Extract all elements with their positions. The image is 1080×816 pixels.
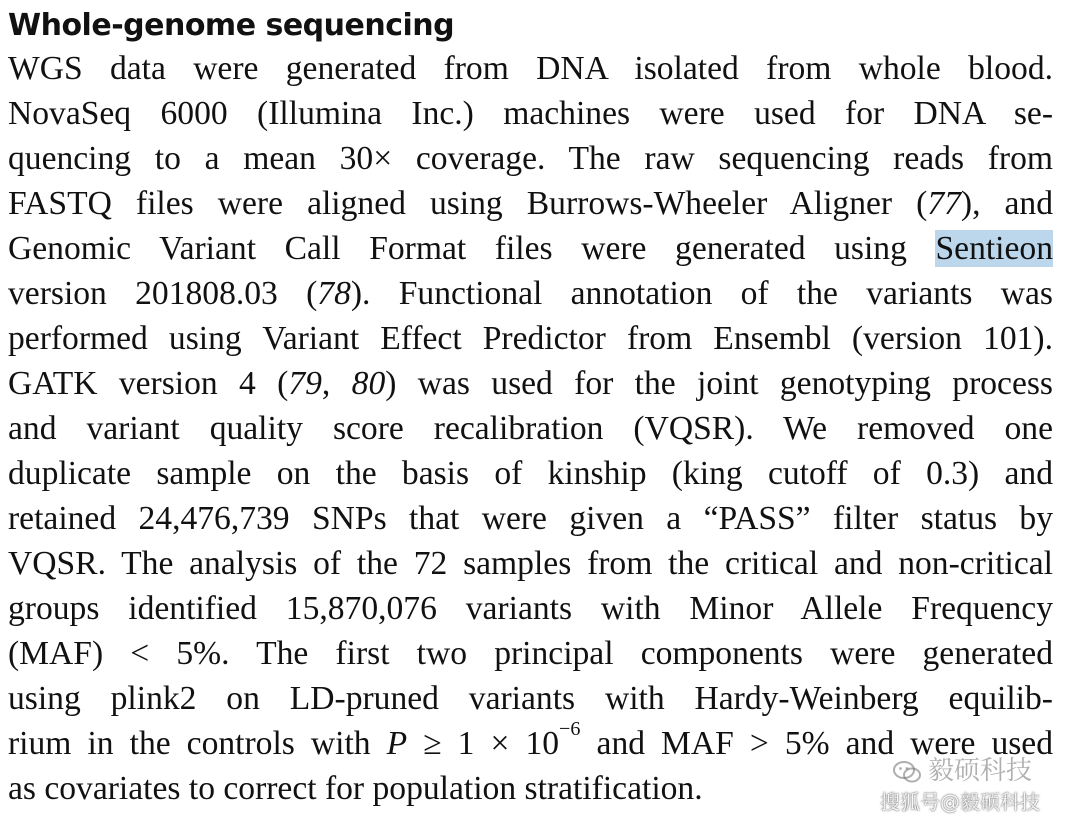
body-line: VQSR. The analysis of the 72 samples from the critical and non-critical: [8, 545, 1053, 582]
body-line: quencing to a mean 30× coverage. The raw sequencing reads from: [8, 140, 1053, 177]
line-text: FASTQ files were aligned using Burrows-Wheeler Aligner (: [8, 185, 928, 222]
watermark-logo-text: 毅硕科技: [928, 756, 1033, 786]
citation-ref[interactable]: 77: [927, 185, 961, 222]
body-line: [8, 361, 1053, 406]
body-line: NovaSeq 6000 (Illumina Inc.) machines were used for DNA se-: [8, 95, 1053, 132]
line-text: version 201808.03 (: [8, 275, 318, 312]
body-line: WGS data were generated from DNA isolated from whole blood.: [8, 50, 1053, 87]
line-text: ). Functional annotation of the variants was: [350, 275, 1053, 312]
line-text: ) was used for the joint genotyping process: [385, 365, 1053, 402]
citation-ref[interactable]: 79: [288, 365, 322, 402]
body-line: [8, 181, 1053, 226]
citation-ref[interactable]: 80: [351, 365, 386, 402]
body-line: performed using Variant Effect Predictor from Ensembl (version 101).: [8, 320, 1053, 357]
wechat-icon: [892, 759, 922, 785]
line-text: ,: [321, 365, 352, 402]
citation-ref[interactable]: 78: [317, 275, 351, 312]
line-text: ), and: [960, 185, 1053, 222]
line-text: rium in the controls with: [8, 725, 387, 762]
watermark-handle: 搜狐号@毅硕科技: [880, 790, 1040, 814]
body-line: [8, 226, 1053, 271]
body-line: retained 24,476,739 SNPs that were given a “PASS” filter status by: [8, 500, 1053, 537]
line-text: Genomic Variant Call Format files were generated using: [8, 230, 936, 267]
line-text: and MAF > 5% and were used: [580, 725, 1054, 762]
highlighted-term[interactable]: Sentieon: [935, 230, 1053, 267]
line-text: GATK version 4 (: [8, 365, 289, 402]
p-value-symbol: P: [386, 725, 408, 762]
body-line: (MAF) < 5%. The first two principal components were generated: [8, 635, 1053, 672]
section-body: [8, 46, 1053, 811]
body-line: and variant quality score recalibration (VQSR). We removed one: [8, 410, 1053, 447]
line-text: ≥ 1 × 10: [407, 725, 560, 762]
section-heading: Whole-genome sequencing: [8, 8, 455, 43]
body-line: [8, 271, 1053, 316]
body-line: groups identified 15,870,076 variants with Minor Allele Frequency: [8, 590, 1053, 627]
body-line: using plink2 on LD-pruned variants with Hardy-Weinberg equilib-: [8, 680, 1053, 717]
article-section: [8, 6, 1053, 811]
watermark-logo: [892, 750, 1032, 787]
exponent: −6: [559, 717, 581, 740]
body-line: duplicate sample on the basis of kinship (king cutoff of 0.3) and: [8, 455, 1053, 492]
body-line: as covariates to correct for population stratification.: [8, 770, 703, 807]
